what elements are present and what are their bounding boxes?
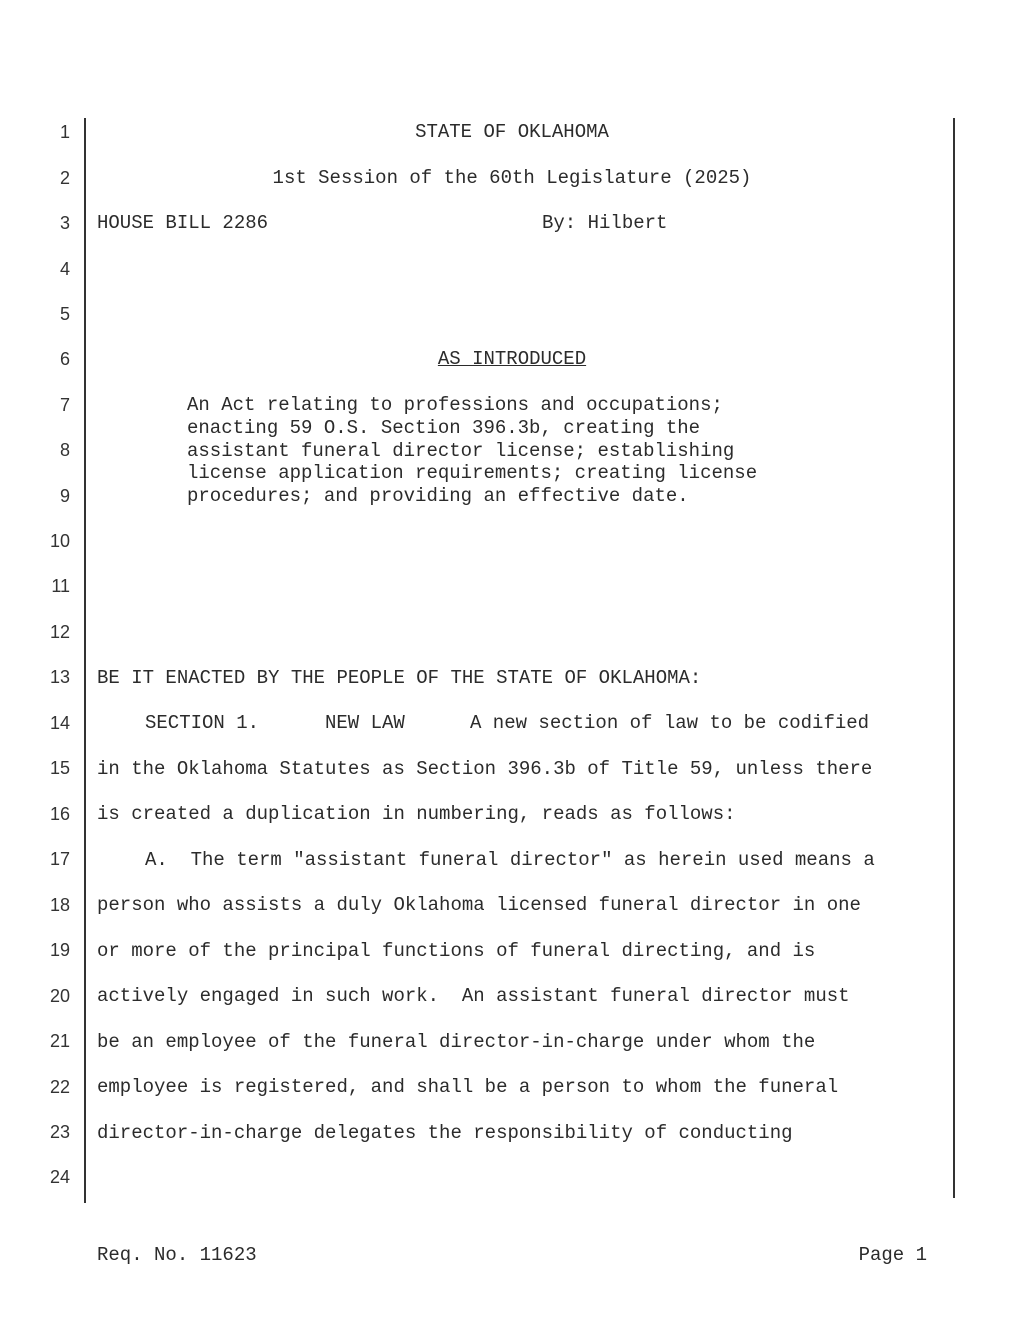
summary-line: enacting 59 O.S. Section 396.3b, creating the [187,417,701,439]
line-number: 1 [59,122,70,142]
line-number: 8 [59,440,70,460]
section-type: NEW LAW [325,712,405,734]
body-line: is created a duplication in numbering, reads as follows: [97,803,736,825]
line-number: 2 [59,168,70,188]
line-number: 17 [49,849,70,869]
summary-line: assistant funeral director license; establishing [187,440,735,462]
summary-line: procedures; and providing an effective date. [187,485,689,507]
section-intro: A new section of law to be codified [470,712,870,734]
bill-status: AS INTRODUCED [437,348,587,370]
session-title: 1st Session of the 60th Legislature (2025) [272,167,752,189]
line-number: 21 [49,1031,70,1051]
line-number: 10 [49,531,70,551]
line-number: 6 [59,349,70,369]
line-number: 9 [59,486,70,506]
right-margin-rule [953,118,955,1198]
section-number: SECTION 1. [145,712,260,734]
request-number: Req. No. 11623 [97,1244,257,1266]
bill-author: By: Hilbert [542,212,668,234]
line-number: 12 [49,622,70,642]
body-line: be an employee of the funeral director-in-charge under whom the [97,1031,816,1053]
line-number: 23 [49,1122,70,1142]
state-title: STATE OF OKLAHOMA [415,121,609,143]
body-line: A. The term "assistant funeral director" as herein used means a [145,849,875,871]
line-number: 24 [49,1167,70,1187]
line-number: 3 [59,213,70,233]
summary-line: An Act relating to professions and occupations; [187,394,723,416]
body-line: director-in-charge delegates the responsibility of conducting [97,1122,793,1144]
bill-number: HOUSE BILL 2286 [97,212,269,234]
summary-line: license application requirements; creating license [187,462,758,484]
body-line: person who assists a duly Oklahoma licensed funeral director in one [97,894,861,916]
body-line: or more of the principal functions of funeral directing, and is [97,940,816,962]
line-number: 13 [49,667,70,687]
line-number: 5 [59,304,70,324]
page-number: Page 1 [858,1244,927,1266]
line-number: 14 [49,713,70,733]
body-line: employee is registered, and shall be a person to whom the funeral [97,1076,839,1098]
left-margin-rule [84,118,86,1203]
line-number: 19 [49,940,70,960]
line-number: 22 [49,1077,70,1097]
body-line: in the Oklahoma Statutes as Section 396.3b of Title 59, unless there [97,758,873,780]
body-line: actively engaged in such work. An assistant funeral director must [97,985,850,1007]
line-number: 16 [49,804,70,824]
line-number: 15 [49,758,70,778]
line-number: 4 [59,259,70,279]
line-number: 20 [49,986,70,1006]
line-number: 7 [59,395,70,415]
line-number: 18 [49,895,70,915]
enacting-clause: BE IT ENACTED BY THE PEOPLE OF THE STATE OF OKLAHOMA: [97,667,702,689]
line-number: 11 [51,576,70,596]
